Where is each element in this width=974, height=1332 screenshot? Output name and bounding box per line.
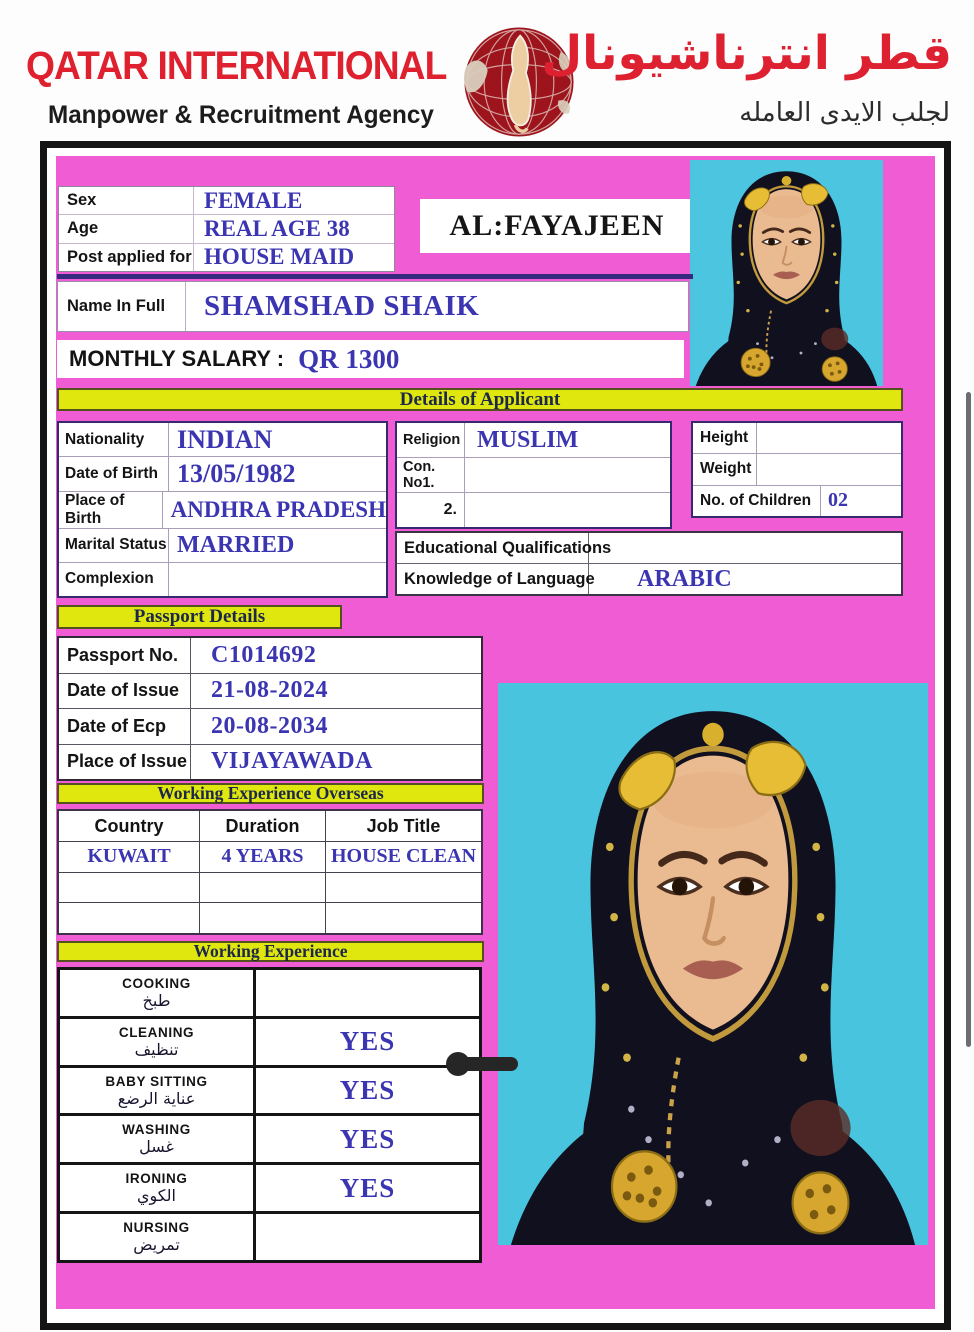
skill-name-english: NURSING bbox=[123, 1220, 190, 1236]
skill-name-arabic: طبخ bbox=[142, 990, 171, 1010]
section-header-experience: Working Experience bbox=[57, 941, 484, 962]
name-label: Name In Full bbox=[58, 282, 186, 331]
table-row bbox=[59, 903, 481, 933]
passport-no-label: Passport No. bbox=[59, 638, 191, 673]
salary-label: MONTHLY SALARY : bbox=[69, 346, 285, 371]
religion-label: Religion bbox=[397, 423, 465, 457]
table-row bbox=[59, 638, 481, 674]
table-row bbox=[397, 458, 670, 493]
skill-name-english: COOKING bbox=[122, 975, 191, 991]
agency-subtitle-arabic: لجلب الايدى العامله bbox=[739, 98, 950, 128]
skill-washing bbox=[60, 1116, 256, 1162]
table-row bbox=[59, 563, 386, 596]
table-row bbox=[59, 745, 481, 780]
weight-value bbox=[757, 454, 901, 484]
skills-table bbox=[57, 967, 482, 1263]
job-title-header: Job Title bbox=[366, 815, 441, 836]
date-of-birth-label: Date of Birth bbox=[59, 457, 169, 490]
applicant-portrait-photo bbox=[498, 683, 928, 1245]
skill-cooking bbox=[60, 970, 256, 1016]
table-row bbox=[397, 493, 670, 527]
date-of-issue-value: 21-08-2024 bbox=[211, 677, 328, 704]
skill-name-english: BABY SITTING bbox=[105, 1073, 208, 1089]
table-row bbox=[60, 1019, 479, 1068]
table-row bbox=[60, 970, 479, 1019]
marital-status-value: MARRIED bbox=[177, 531, 295, 558]
religion-value: MUSLIM bbox=[477, 426, 579, 453]
post-applied-label: Post applied for bbox=[59, 244, 194, 271]
skill-cleaning-value: YES bbox=[339, 1026, 396, 1057]
complexion-value bbox=[169, 563, 386, 596]
section-header-overseas: Working Experience Overseas bbox=[57, 783, 484, 804]
skill-ironing bbox=[60, 1165, 256, 1211]
contact-no2-value bbox=[465, 493, 670, 527]
date-of-birth-value: 13/05/1982 bbox=[177, 458, 296, 488]
educational-qualifications-label: Educational Qualifications bbox=[397, 533, 589, 563]
details-middle-table bbox=[395, 421, 672, 529]
basic-info-table bbox=[58, 186, 395, 272]
table-row bbox=[397, 423, 670, 458]
country-value: KUWAIT bbox=[59, 842, 200, 872]
table-row bbox=[60, 1068, 479, 1117]
job-title-value bbox=[326, 903, 481, 933]
knowledge-of-language-label: Knowledge of Language bbox=[397, 564, 589, 594]
table-row bbox=[59, 709, 481, 745]
agency-subtitle-english: Manpower & Recruitment Agency bbox=[48, 101, 434, 129]
place-of-birth-label: Place of Birth bbox=[59, 492, 163, 528]
nationality-value: INDIAN bbox=[177, 424, 273, 454]
divider-line bbox=[57, 274, 693, 279]
skill-name-english: CLEANING bbox=[118, 1024, 195, 1040]
skill-name-arabic: غسل bbox=[139, 1137, 174, 1157]
table-row bbox=[59, 423, 386, 457]
table-row bbox=[693, 486, 901, 516]
table-row bbox=[59, 492, 386, 529]
skill-baby-sitting bbox=[60, 1068, 256, 1114]
passport-table bbox=[57, 636, 483, 781]
skill-name-arabic: عناية الرضع bbox=[117, 1088, 196, 1108]
table-row bbox=[693, 454, 901, 485]
section-header-details: Details of Applicant bbox=[57, 388, 903, 411]
skill-ironing-value: YES bbox=[339, 1172, 396, 1203]
contact-no1-label: Con. No1. bbox=[397, 458, 465, 492]
table-row bbox=[693, 423, 901, 454]
children-label: No. of Children bbox=[693, 486, 821, 516]
table-row bbox=[397, 564, 901, 594]
skill-name-english: WASHING bbox=[122, 1122, 191, 1138]
skill-baby-sitting-value: YES bbox=[339, 1075, 396, 1106]
skill-name-arabic: تمريض bbox=[133, 1235, 180, 1255]
duration-header: Duration bbox=[200, 811, 326, 841]
table-row bbox=[60, 1214, 479, 1260]
age-label: Age bbox=[59, 215, 194, 242]
details-left-table bbox=[57, 421, 388, 598]
table-row bbox=[59, 842, 481, 873]
section-header-passport: Passport Details bbox=[57, 605, 342, 629]
skill-name-arabic: الكوي bbox=[137, 1186, 176, 1206]
table-row bbox=[59, 187, 394, 215]
nationality-label: Nationality bbox=[59, 423, 169, 456]
educational-qualifications-value bbox=[589, 533, 901, 563]
table-row bbox=[59, 244, 394, 271]
monthly-salary-row bbox=[57, 340, 684, 378]
physical-details-table bbox=[691, 421, 903, 518]
sex-value: FEMALE bbox=[204, 187, 303, 213]
contact-no2-label: 2. bbox=[397, 493, 465, 527]
height-value bbox=[757, 423, 901, 453]
table-row bbox=[59, 457, 386, 491]
table-row bbox=[60, 1165, 479, 1214]
place-of-issue-value: VIJAYAWADA bbox=[211, 748, 373, 775]
post-applied-value: HOUSE MAID bbox=[204, 244, 355, 270]
skill-cleaning bbox=[60, 1019, 256, 1065]
agency-name-english: QATAR INTERNATIONAL bbox=[26, 44, 447, 88]
contact-no1-value bbox=[465, 458, 670, 492]
country-header: Country bbox=[59, 811, 200, 841]
country-value bbox=[59, 873, 200, 903]
skill-name-english: IRONING bbox=[125, 1171, 188, 1187]
job-title-value: HOUSE CLEAN bbox=[330, 845, 477, 868]
country-value bbox=[59, 903, 200, 933]
complexion-label: Complexion bbox=[59, 563, 169, 596]
details-wide-table bbox=[395, 531, 903, 596]
knowledge-of-language-value: ARABIC bbox=[637, 565, 732, 592]
height-label: Height bbox=[693, 423, 757, 453]
overseas-experience-table bbox=[57, 809, 483, 935]
table-row bbox=[397, 533, 901, 564]
skill-washing-value: YES bbox=[339, 1123, 396, 1154]
age-value: REAL AGE 38 bbox=[204, 215, 350, 241]
table-row bbox=[59, 529, 386, 563]
skill-cooking-value bbox=[256, 970, 479, 1016]
table-header-row bbox=[59, 811, 481, 842]
salary-value: QR 1300 bbox=[298, 343, 400, 374]
place-of-issue-label: Place of Issue bbox=[59, 745, 191, 780]
date-of-expiry-label: Date of Ecp bbox=[59, 709, 191, 744]
table-row bbox=[59, 674, 481, 710]
table-row bbox=[59, 873, 481, 904]
weight-label: Weight bbox=[693, 454, 757, 484]
agency-code-box: AL:FAYAJEEN bbox=[420, 199, 694, 253]
job-title-value bbox=[326, 873, 481, 903]
duration-value bbox=[200, 873, 326, 903]
table-row bbox=[59, 215, 394, 243]
agency-name-arabic: قطر انترناشيونال bbox=[541, 26, 952, 81]
date-of-issue-label: Date of Issue bbox=[59, 674, 191, 709]
skill-nursing bbox=[60, 1214, 256, 1260]
applicant-passport-photo bbox=[690, 160, 883, 386]
table-row bbox=[60, 1116, 479, 1165]
marital-status-label: Marital Status bbox=[59, 529, 169, 562]
name-value: SHAMSHAD SHAIK bbox=[204, 290, 480, 322]
scan-edge-shadow bbox=[966, 392, 971, 1047]
date-of-expiry-value: 20-08-2034 bbox=[211, 712, 328, 739]
place-of-birth-value: ANDHRA PRADESH bbox=[170, 496, 386, 522]
passport-no-value: C1014692 bbox=[211, 641, 317, 668]
skill-nursing-value bbox=[256, 1214, 479, 1260]
sex-label: Sex bbox=[59, 187, 194, 214]
duration-value bbox=[200, 903, 326, 933]
skill-name-arabic: تنظيف bbox=[134, 1039, 179, 1059]
name-in-full-row bbox=[57, 281, 689, 332]
ink-marker-blob bbox=[446, 1052, 518, 1076]
children-value: 02 bbox=[828, 489, 848, 512]
duration-value: 4 YEARS bbox=[200, 842, 326, 872]
